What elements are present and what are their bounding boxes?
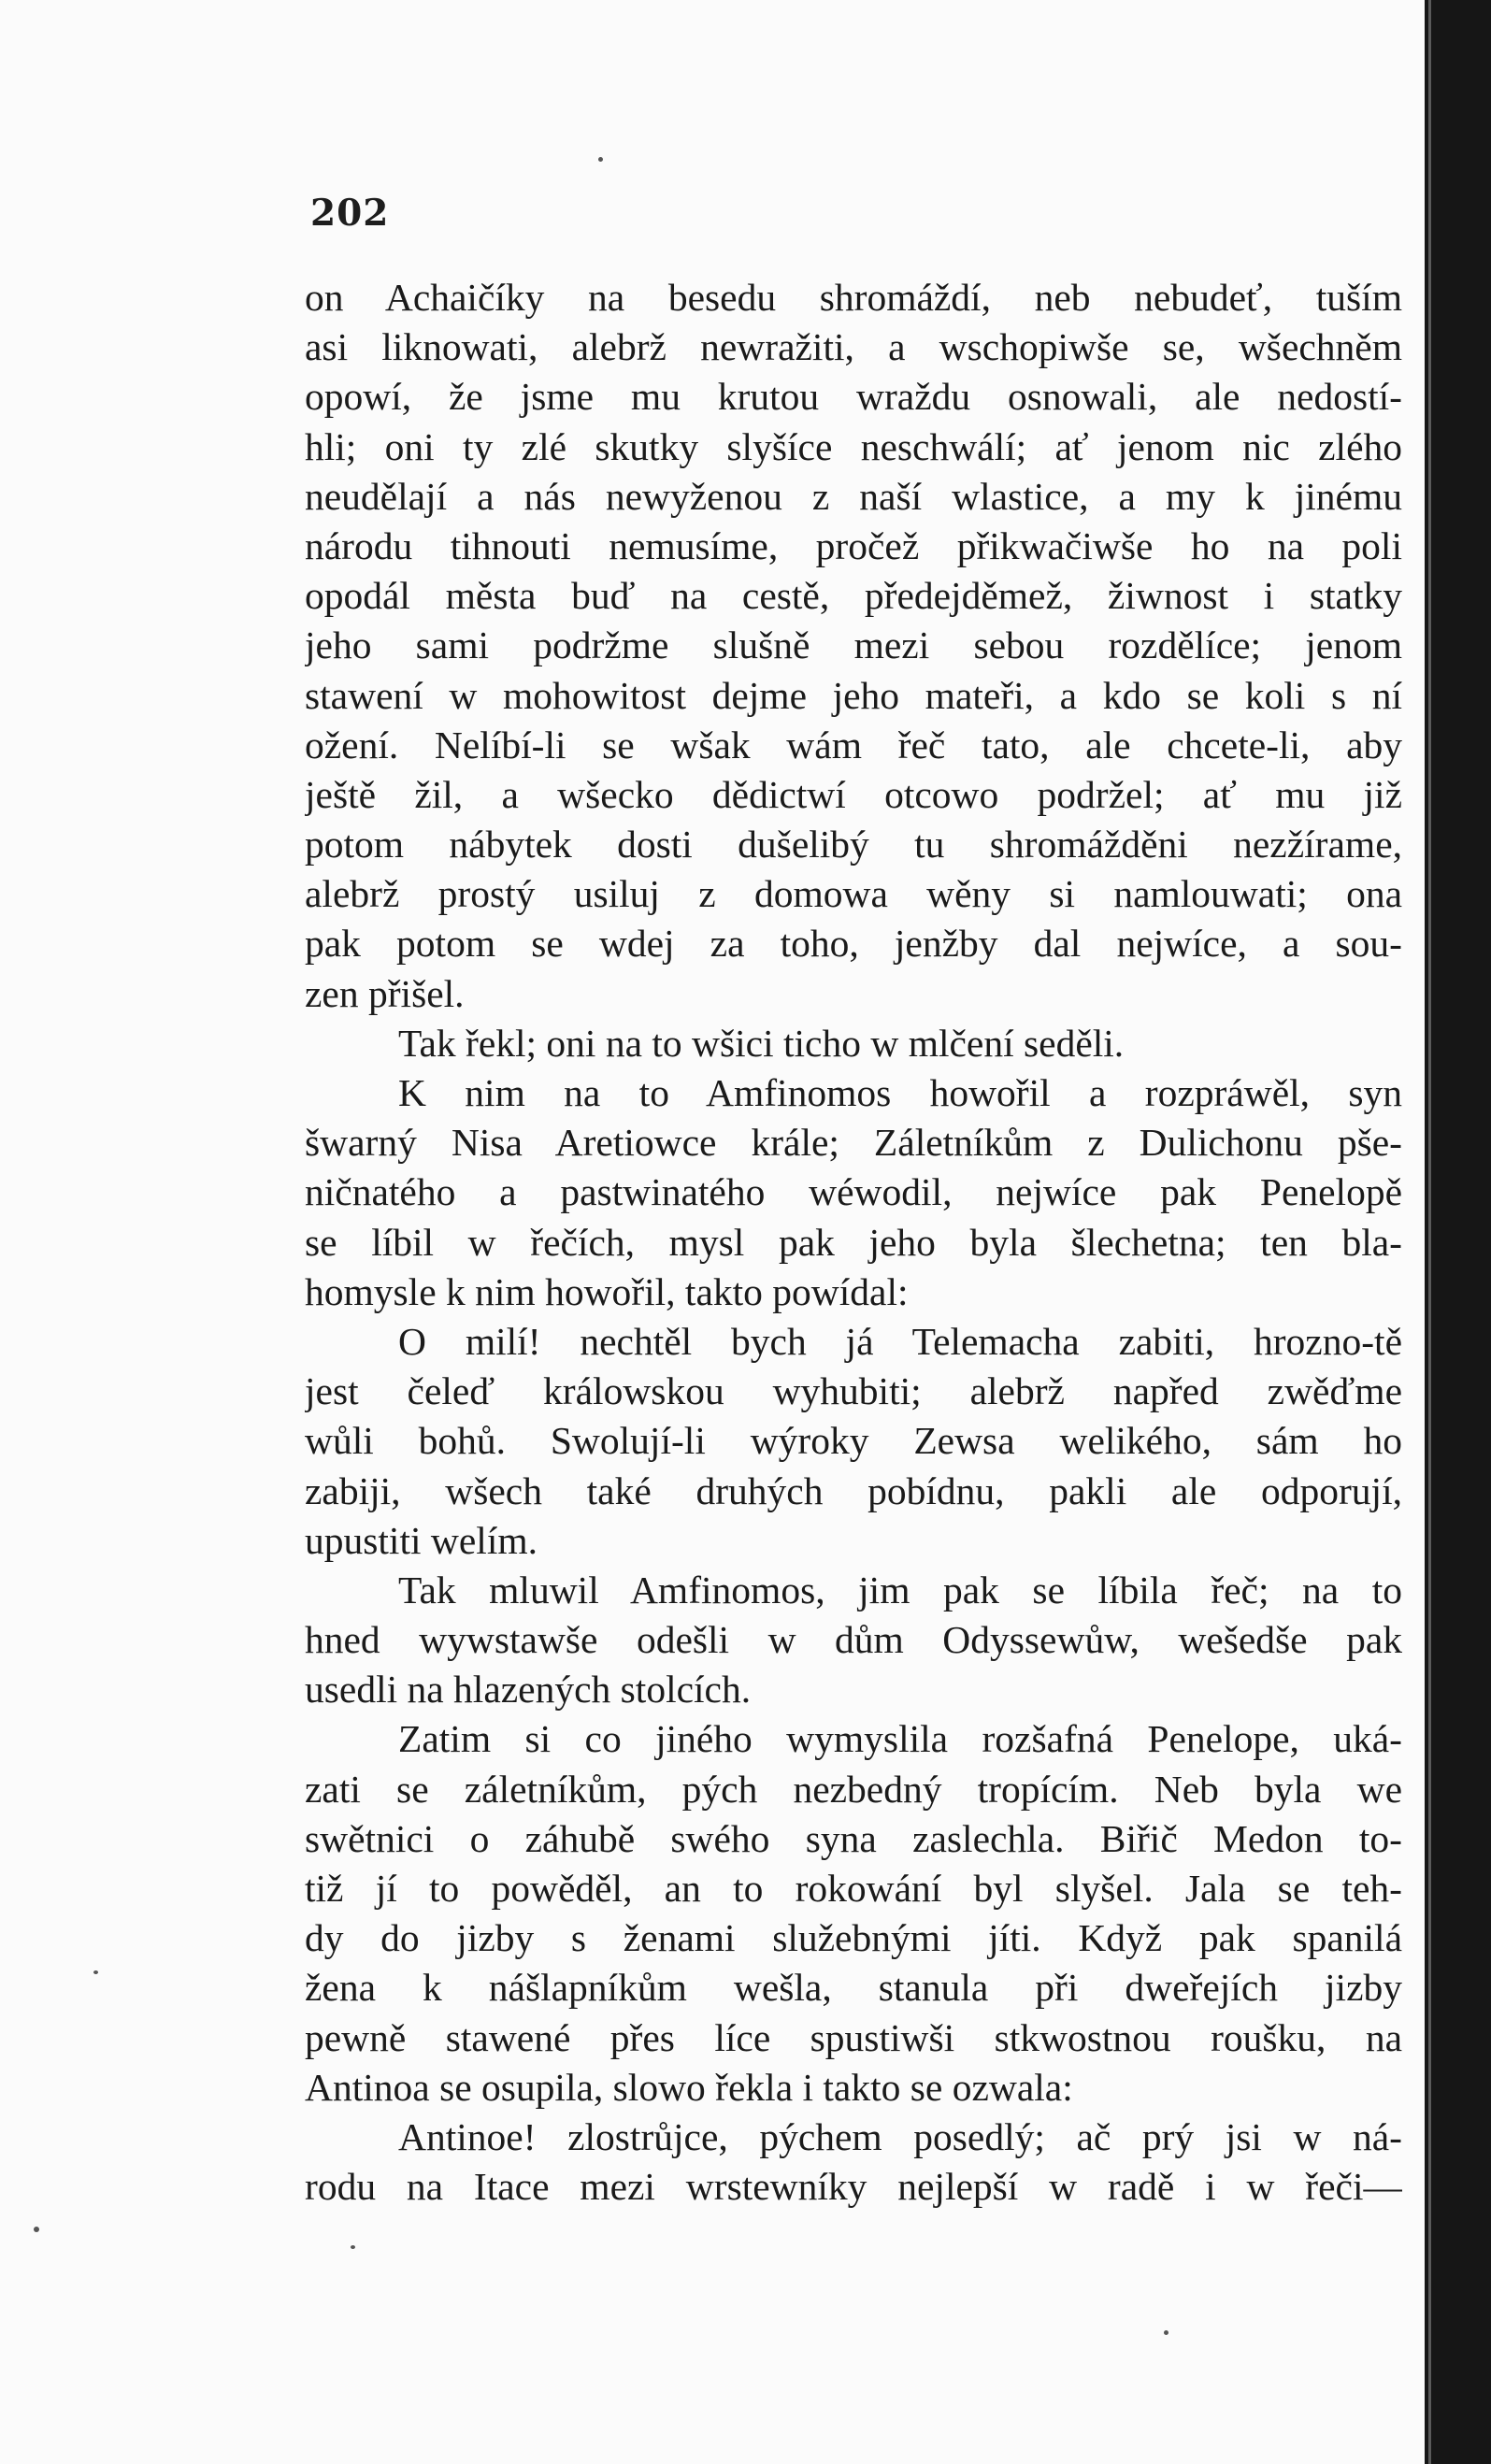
page-edge-border <box>1425 0 1491 2464</box>
text-line: ožení. Nelíbí-li se wšak wám řeč tato, ale chcete-li, aby <box>305 723 1402 766</box>
text-line: zabiji, wšech také druhých pobídnu, pakli ale odporují, <box>305 1468 1402 1512</box>
text-line: stawení w mohowitost dejme jeho mateři, a kdo se koli s ní <box>305 673 1402 717</box>
text-line: Zatim si co jiného wymyslila rozšafná Penelope, uká- <box>398 1717 1402 1761</box>
text-line: hli; oni ty zlé skutky slyšíce neschwálí; ať jenom nic zlého <box>305 424 1402 468</box>
text-line: dy do jizby s ženami služebnými jíti. Když pak spanilá <box>305 1916 1402 1960</box>
text-line: opodál města buď na cestě, předejděmež, žiwnost i statky <box>305 574 1402 618</box>
text-line: zen přišel. <box>305 971 465 1015</box>
ink-speck <box>1164 2330 1168 2335</box>
text-line: pak potom se wdej za toho, jenžby dal nejwíce, a sou- <box>305 922 1402 966</box>
text-line: Tak řekl; oni na to wšici ticho w mlčení seděli. <box>398 1021 1125 1065</box>
ink-speck <box>93 1970 98 1974</box>
text-line: potom nábytek dosti dušelibý tu shromážděni nezžírame, <box>305 823 1402 867</box>
ink-speck <box>598 157 603 162</box>
text-line: opowí, že jsme mu krutou wraždu osnowali, ale nedostí- <box>305 375 1402 419</box>
text-line: ničnatého a pastwinatého wéwodil, nejwíce pak Penelopě <box>305 1170 1402 1214</box>
text-line: K nim na to Amfinomos howořil a rozpráwěl, syn <box>398 1071 1402 1114</box>
text-line: žena k nášlapníkům wešla, stanula při dweřejích jizby <box>305 1966 1402 2010</box>
text-line: Tak mluwil Amfinomos, jim pak se líbila řeč; na to <box>398 1568 1402 1612</box>
text-line: jest čeleď králowskou wyhubiti; alebrž napřed zwěďme <box>305 1369 1402 1413</box>
text-line: alebrž prostý usiluj z domowa wěny si namlouwati; ona <box>305 872 1402 916</box>
body-text <box>305 273 1402 2212</box>
page-number: 202 <box>310 192 390 235</box>
text-line: pewně stawené přes líce spustiwši stkwostnou roušku, na <box>305 2015 1402 2059</box>
text-line: wůli bohů. Swolují-li wýroky Zewsa welikého, sám ho <box>305 1419 1402 1463</box>
text-line: hned wywstawše odešli w dům Odyssewůw, wešedše pak <box>305 1618 1402 1662</box>
text-line: zati se záletníkům, pých nezbedný tropícím. Neb byla we <box>305 1767 1402 1811</box>
ink-speck <box>351 2245 355 2249</box>
text-line: homysle k nim howořil, takto powídal: <box>305 1269 909 1313</box>
text-line: usedli na hlazených stolcích. <box>305 1668 752 1712</box>
text-line: se líbil w řečích, mysl pak jeho byla šlechetna; ten bla- <box>305 1220 1402 1264</box>
text-line: neudělají a nás newyženou z naší wlastice, a my k jinému <box>305 474 1402 518</box>
text-line: swětnici o záhubě swého syna zaslechla. Biřič Medon to- <box>305 1816 1402 1860</box>
text-line: on Achaičíky na besedu shromáždí, neb nebudeť, tuším <box>305 276 1402 319</box>
text-line: Antinoe! zlostrůjce, pýchem posedlý; ač prý jsi w ná- <box>398 2114 1402 2158</box>
ink-speck <box>34 2227 39 2232</box>
text-line: tiž jí to powěděl, an to rokowání byl slyšel. Jala se teh- <box>305 1867 1402 1910</box>
text-line: jeho sami podržme slušně mezi sebou rozdělíce; jenom <box>305 623 1402 667</box>
text-line: rodu na Itace mezi wrstewníky nejlepší w radě i w řeči— <box>305 2165 1402 2209</box>
text-line: O milí! nechtěl bych já Telemacha zabiti, hrozno-tě <box>398 1319 1402 1363</box>
text-line: asi liknowati, alebrž newražiti, a wschopiwše se, wšechněm <box>305 325 1402 369</box>
text-line: upustiti welím. <box>305 1518 538 1562</box>
text-line: šwarný Nisa Aretiowce krále; Záletníkům z Dulichonu pše- <box>305 1121 1402 1165</box>
text-line: ještě žil, a wšecko dědictwí otcowo podržel; ať mu již <box>305 772 1402 816</box>
text-line: národu tihnouti nemusíme, pročež přikwačiwše ho na poli <box>305 523 1402 567</box>
text-line: Antinoa se osupila, slowo řekla i takto se ozwala: <box>305 2065 1073 2109</box>
